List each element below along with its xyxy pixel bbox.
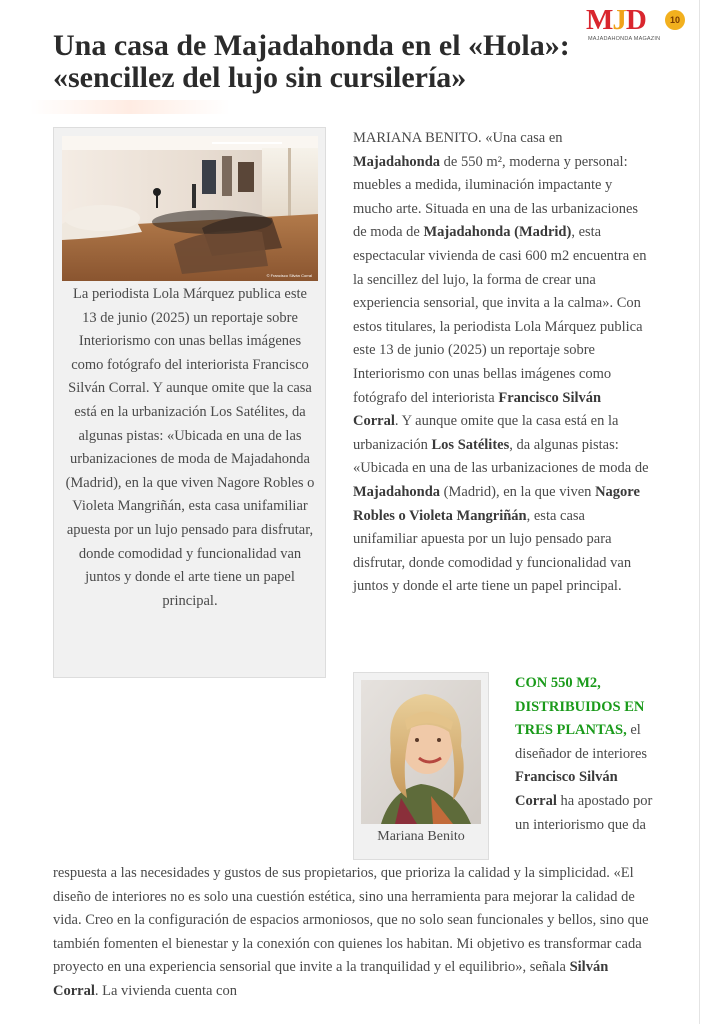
author-photo[interactable] — [361, 680, 481, 824]
author-caption: Mariana Benito — [377, 829, 465, 844]
title-underline — [30, 100, 230, 114]
section-paragraph-full: respuesta a las necesidades y gustos de sus propietarios, que prioriza la calidad y la simplicidad. «El diseño de interiores no es solo una cuestión estética, sino una herramienta para mejorar la calidad de vida. Creo en la configuración de espacios armoniosos, que no solo sean funcionales y bellos, sino que también fomenten el bienestar y la conexión con quienes los habitan. Mi objetivo es transformar cada proyecto en una experiencia sensorial que invite a la tranquilidad y el equilibrio», señala Silván Corral. La vivienda cuenta con — [53, 865, 649, 999]
section-headline: CON 550 M2, DISTRIBUIDOS EN TRES PLANTAS, — [515, 675, 645, 739]
intro-paragraph: MARIANA BENITO. «Una casa en Majadahonda de 550 m², moderna y personal: muebles a medida, iluminación impactante y mucho arte. Situada en una de las urbanizaciones de moda de Majadahonda (Madrid), esta espectacular vivienda de casi 600 m2 encuentra en la sencillez del lujo, la forma de crear una experiencia sensorial, que invita a la calma». Con estos titulares, la periodista Lola Márquez publica este 13 de junio (2025) un reportaje sobre Interiorismo con unas bellas imágenes como fotógrafo del interiorista Francisco Silván Corral. Y aunque omite que la casa está en la urbanización Los Satélites, da algunas pistas: «Ubicada en una de las urbanizaciones de moda de Majadahonda (Madrid), en la que viven Nagore Robles o Violeta Mangriñán, esta casa unifamiliar apuesta por un lujo pensado para disfrutar, donde comodidad y funcionalidad van juntos y donde el arte tiene un papel principal. — [353, 130, 649, 595]
figure-caption: La periodista Lola Márquez publica este 13 de junio (2025) un reportaje sobre Interiorismo con unas bellas imágenes como fotógrafo del interiorista Francisco Silván Corral. Y aunque omite que la casa está en la urbanización Los Satélites, da algunas pistas: «Ubicada en una de las urbanizaciones de moda de Majadahonda (Madrid), en la que viven Nagore Robles o Violeta Mangriñán, esta casa unifamiliar apuesta por un lujo pensado para disfrutar, donde comodidad y funcionalidad van juntos y donde el arte tiene un papel principal. — [65, 286, 315, 609]
section-paragraph-side: CON 550 M2, DISTRIBUIDOS EN TRES PLANTAS, el diseñador de interiores Francisco Silván Corral ha apostado por un interiorismo que da — [515, 675, 653, 833]
living-room-photo[interactable] — [62, 136, 318, 281]
anniversary-badge: 10 — [665, 10, 685, 30]
logo-letters: MJD — [586, 4, 646, 36]
author-box — [353, 672, 489, 860]
logo-subtitle: MAJADAHONDA MAGAZIN — [588, 36, 661, 42]
figure-box — [53, 127, 326, 678]
article-title: Una casa de Majadahonda en el «Hola»: «sencillez del lujo sin cursilería» — [53, 29, 570, 94]
photo-credit: © Francisco Silván Corral — [266, 273, 312, 278]
